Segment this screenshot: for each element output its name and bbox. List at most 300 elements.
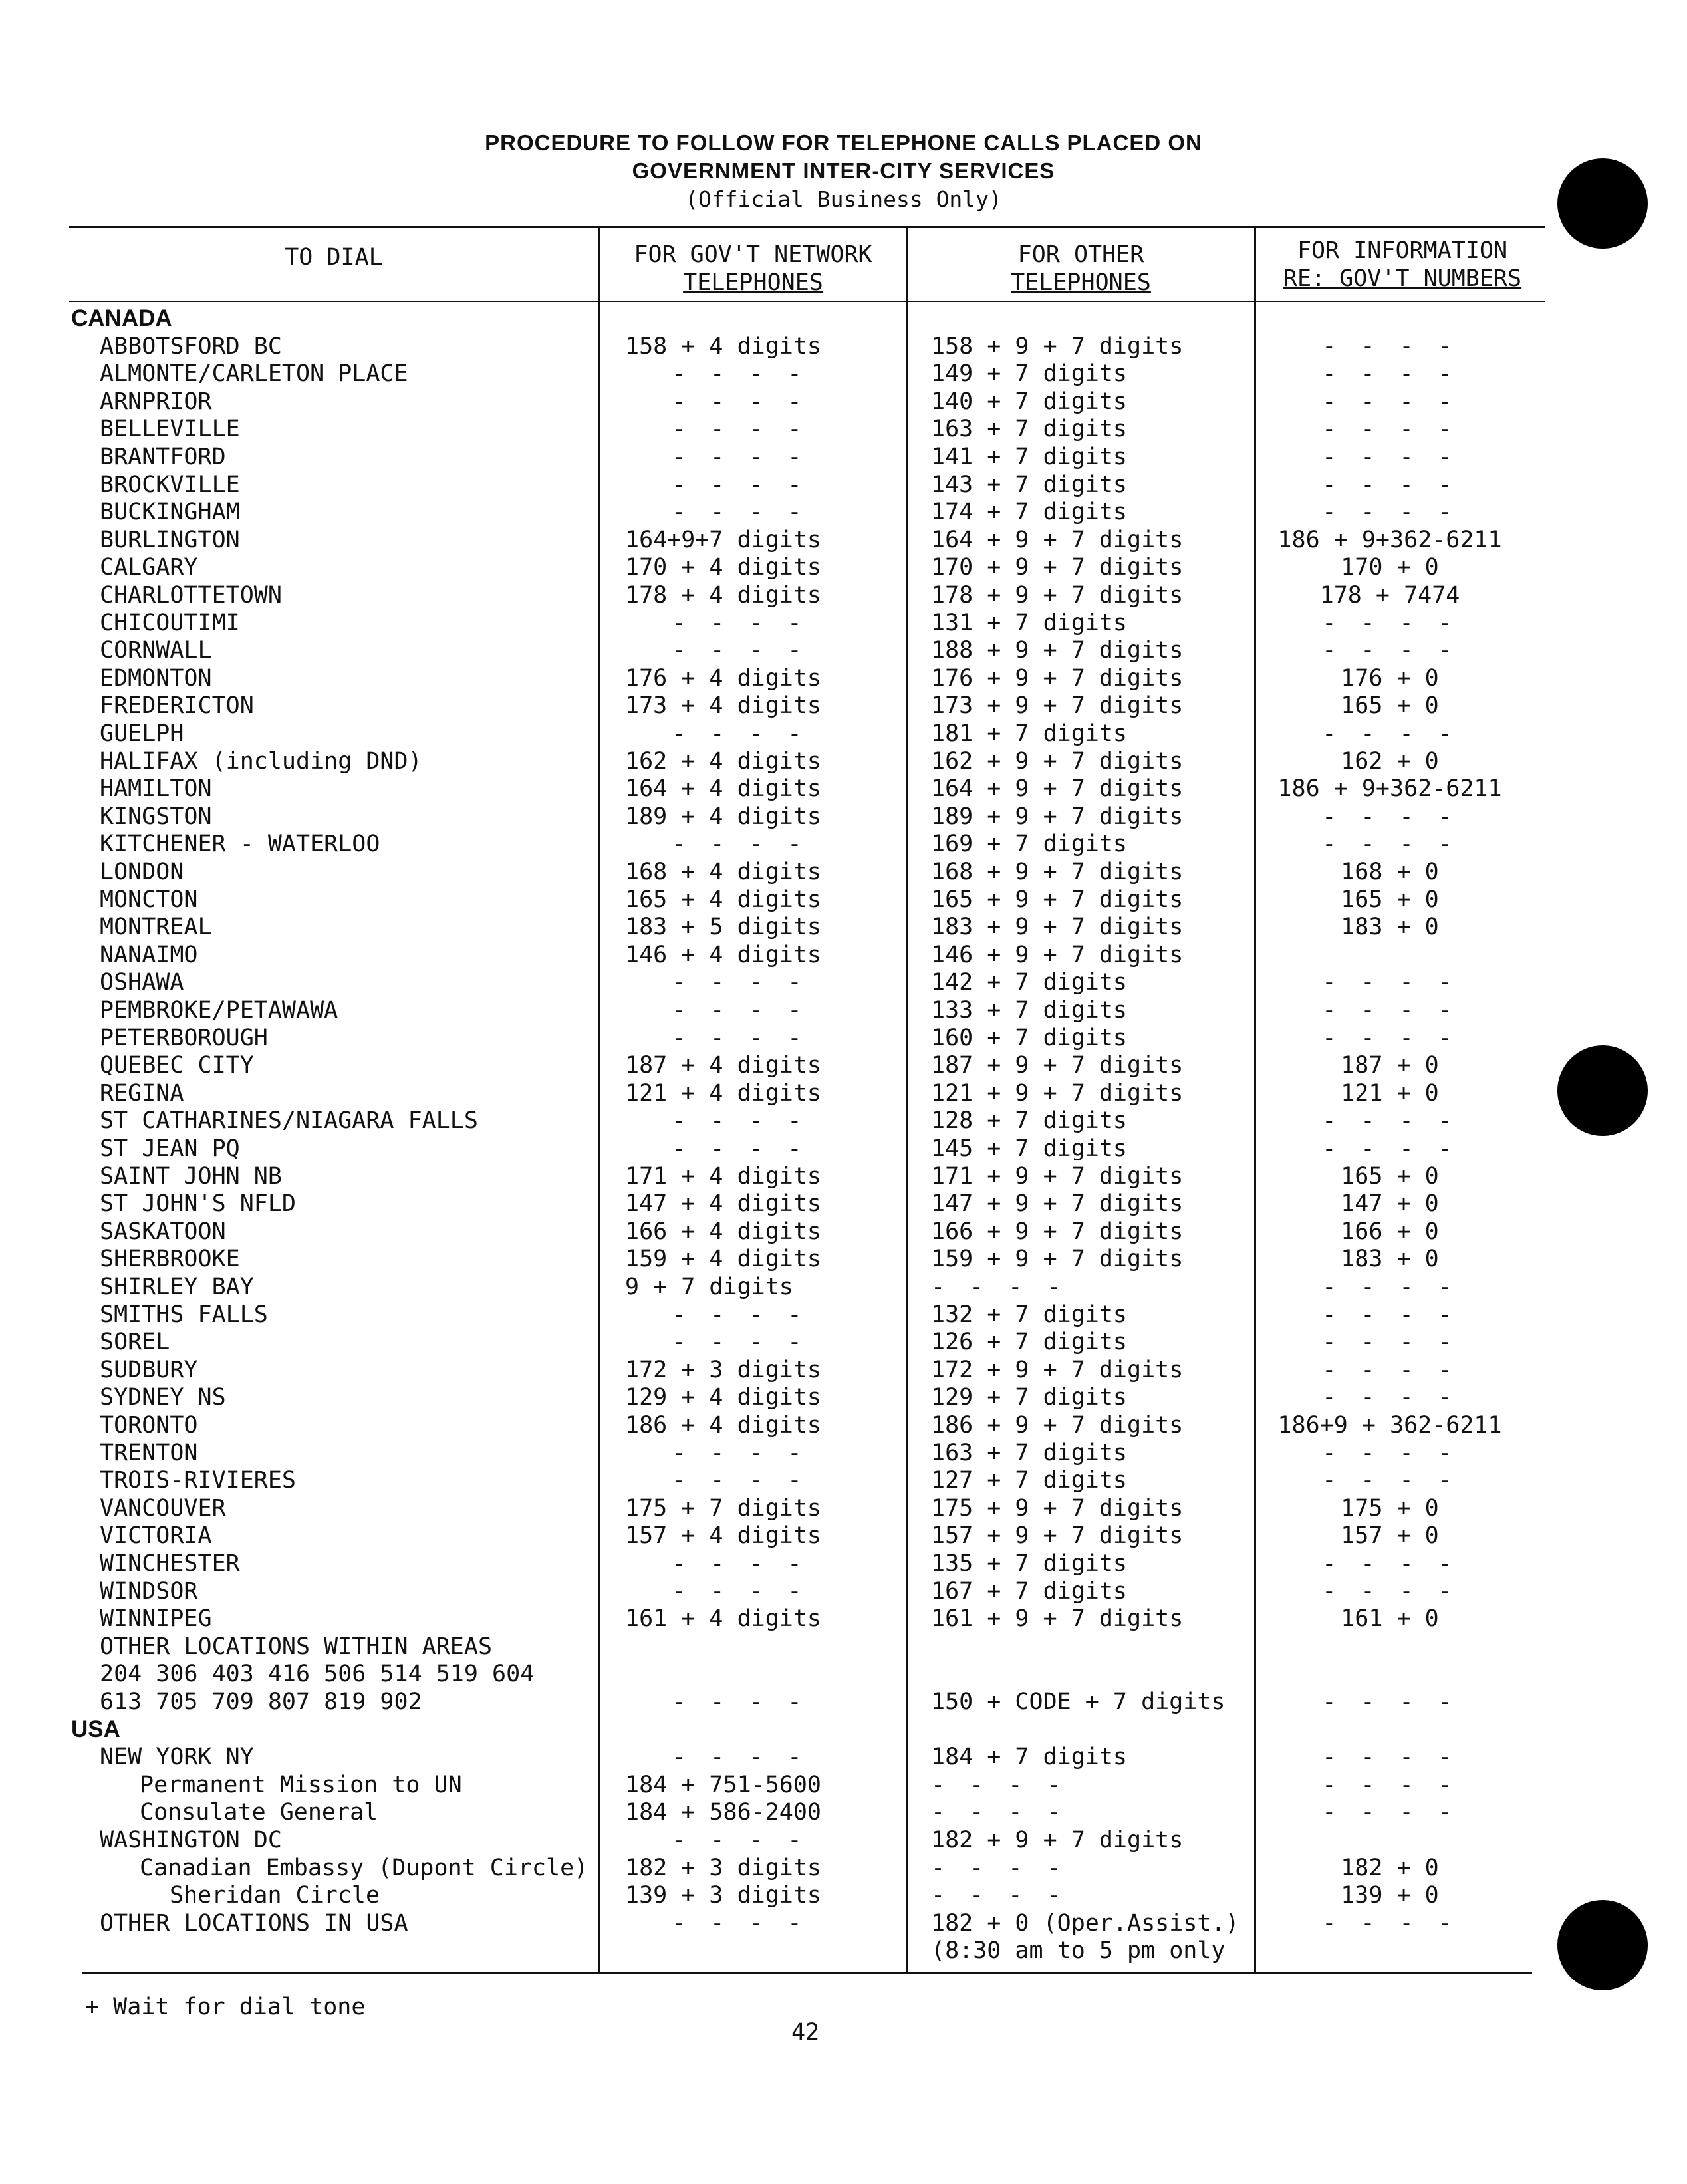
location-cell: Permanent Mission to UN bbox=[140, 1772, 462, 1798]
table-row bbox=[0, 1688, 1687, 1716]
gov-network-cell: 129 + 4 digits bbox=[625, 1384, 822, 1411]
table-row bbox=[0, 1107, 1687, 1135]
information-cell: - - - - bbox=[1322, 416, 1458, 442]
information-cell: - - - - bbox=[1322, 1107, 1458, 1134]
gov-network-cell: 166 + 4 digits bbox=[625, 1218, 822, 1245]
information-cell: - - - - bbox=[1322, 1772, 1458, 1798]
location-cell: ST JOHN'S NFLD bbox=[100, 1190, 297, 1217]
gov-network-cell: 159 + 4 digits bbox=[625, 1246, 822, 1272]
other-telephones-cell: 181 + 7 digits bbox=[931, 720, 1128, 747]
gov-network-cell: - - - - bbox=[672, 1550, 807, 1577]
location-cell: BROCKVILLE bbox=[100, 472, 240, 498]
header-to-dial-label: TO DIAL bbox=[285, 244, 383, 271]
information-cell: - - - - bbox=[1322, 610, 1458, 636]
other-telephones-cell: 121 + 9 + 7 digits bbox=[931, 1080, 1184, 1107]
gov-network-cell: - - - - bbox=[672, 1578, 807, 1605]
information-cell: - - - - bbox=[1322, 1550, 1458, 1577]
table-row bbox=[0, 526, 1687, 554]
table-row bbox=[0, 913, 1687, 941]
information-cell: - - - - bbox=[1322, 637, 1458, 664]
other-telephones-cell: - - - - bbox=[931, 1772, 1067, 1798]
other-telephones-cell: 163 + 7 digits bbox=[931, 1440, 1128, 1466]
location-cell: SUDBURY bbox=[100, 1357, 198, 1383]
header-to-dial bbox=[69, 243, 598, 271]
gov-network-cell: - - - - bbox=[672, 499, 807, 525]
table-row bbox=[0, 1079, 1687, 1107]
information-cell: 165 + 0 bbox=[1341, 1163, 1439, 1190]
information-cell: 170 + 0 bbox=[1341, 554, 1439, 581]
other-telephones-cell: 175 + 9 + 7 digits bbox=[931, 1495, 1184, 1522]
table-row bbox=[0, 1245, 1687, 1273]
location-cell: NANAIMO bbox=[100, 942, 198, 968]
table-row bbox=[0, 886, 1687, 914]
information-cell: - - - - bbox=[1322, 499, 1458, 525]
location-cell: QUEBEC CITY bbox=[100, 1052, 254, 1079]
other-telephones-cell: 160 + 7 digits bbox=[931, 1025, 1128, 1051]
gov-network-cell: 186 + 4 digits bbox=[625, 1412, 822, 1438]
gov-network-cell: - - - - bbox=[672, 1467, 807, 1494]
other-telephones-cell: 187 + 9 + 7 digits bbox=[931, 1052, 1184, 1079]
gov-network-cell: 189 + 4 digits bbox=[625, 803, 822, 830]
page-title-line-2: GOVERNMENT INTER-CITY SERVICES bbox=[632, 158, 1055, 183]
header-information-line-2: RE: GOV'T NUMBERS bbox=[1283, 265, 1522, 292]
location-cell: SAINT JOHN NB bbox=[100, 1163, 282, 1190]
table-row bbox=[0, 1218, 1687, 1246]
location-cell: REGINA bbox=[100, 1080, 184, 1107]
information-cell: - - - - bbox=[1322, 333, 1458, 360]
table-bottom-rule bbox=[82, 1972, 1532, 1974]
location-cell: GUELPH bbox=[100, 720, 184, 747]
table-row bbox=[0, 1660, 1687, 1688]
location-cell: BRANTFORD bbox=[100, 444, 226, 470]
information-cell: 175 + 0 bbox=[1341, 1495, 1439, 1522]
other-telephones-cell: 146 + 9 + 7 digits bbox=[931, 942, 1184, 968]
table-row bbox=[0, 498, 1687, 526]
gov-network-cell: 175 + 7 digits bbox=[625, 1495, 822, 1522]
gov-network-cell: - - - - bbox=[672, 720, 807, 747]
other-telephones-cell: 150 + CODE + 7 digits bbox=[931, 1689, 1226, 1715]
location-cell: MONTREAL bbox=[100, 914, 212, 940]
other-telephones-cell: 172 + 9 + 7 digits bbox=[931, 1357, 1184, 1383]
other-telephones-cell: 157 + 9 + 7 digits bbox=[931, 1522, 1184, 1549]
gov-network-cell: 164 + 4 digits bbox=[625, 775, 822, 802]
table-row bbox=[0, 1301, 1687, 1329]
header-other-telephones-line-1: FOR OTHER bbox=[1017, 241, 1144, 268]
header-information bbox=[1256, 237, 1549, 293]
information-cell: 186+9 + 362-6211 bbox=[1277, 1412, 1502, 1438]
information-cell: 147 + 0 bbox=[1341, 1190, 1439, 1217]
header-other-telephones bbox=[908, 241, 1254, 297]
information-cell: - - - - bbox=[1322, 1910, 1458, 1937]
location-cell: SASKATOON bbox=[100, 1218, 226, 1245]
location-cell: KITCHENER - WATERLOO bbox=[100, 831, 380, 857]
other-telephones-cell: - - - - bbox=[931, 1882, 1067, 1909]
table-row bbox=[0, 1190, 1687, 1218]
table-row bbox=[0, 553, 1687, 581]
other-telephones-cell: 170 + 9 + 7 digits bbox=[931, 554, 1184, 581]
other-telephones-cell: 174 + 7 digits bbox=[931, 499, 1128, 525]
table-row bbox=[0, 333, 1687, 360]
table-row bbox=[0, 1909, 1687, 1937]
location-cell: 204 306 403 416 506 514 519 604 bbox=[100, 1661, 535, 1687]
table-row bbox=[0, 664, 1687, 692]
other-telephones-cell: 159 + 9 + 7 digits bbox=[931, 1246, 1184, 1272]
other-telephones-cell: 184 + 7 digits bbox=[931, 1744, 1128, 1770]
footnote: + Wait for dial tone bbox=[85, 1994, 366, 2020]
information-cell: - - - - bbox=[1322, 1689, 1458, 1715]
other-telephones-cell: 166 + 9 + 7 digits bbox=[931, 1218, 1184, 1245]
other-telephones-cell: - - - - bbox=[931, 1274, 1067, 1300]
table-row bbox=[0, 1550, 1687, 1577]
information-cell: - - - - bbox=[1322, 1744, 1458, 1770]
information-cell: - - - - bbox=[1322, 472, 1458, 498]
table-row bbox=[0, 1937, 1687, 1965]
other-telephones-cell: 131 + 7 digits bbox=[931, 610, 1128, 636]
gov-network-cell: 158 + 4 digits bbox=[625, 333, 822, 360]
location-cell: OSHAWA bbox=[100, 969, 184, 996]
location-cell: Canadian Embassy (Dupont Circle) bbox=[140, 1855, 588, 1881]
gov-network-cell: 168 + 4 digits bbox=[625, 859, 822, 885]
location-cell: HALIFAX (including DND) bbox=[100, 748, 422, 775]
other-telephones-cell: - - - - bbox=[931, 1799, 1067, 1826]
page-subtitle: (Official Business Only) bbox=[685, 186, 1002, 212]
information-cell: - - - - bbox=[1322, 1578, 1458, 1605]
table-row bbox=[0, 1135, 1687, 1162]
gov-network-cell: - - - - bbox=[672, 1827, 807, 1853]
table-row bbox=[0, 968, 1687, 996]
other-telephones-cell: 167 + 7 digits bbox=[931, 1578, 1128, 1605]
other-telephones-cell: 173 + 9 + 7 digits bbox=[931, 692, 1184, 719]
other-telephones-cell: 188 + 9 + 7 digits bbox=[931, 637, 1184, 664]
location-cell: NEW YORK NY bbox=[100, 1744, 254, 1770]
other-telephones-cell: 127 + 7 digits bbox=[931, 1467, 1128, 1494]
information-cell: - - - - bbox=[1322, 831, 1458, 857]
location-cell: PETERBOROUGH bbox=[100, 1025, 268, 1051]
location-cell: KINGSTON bbox=[100, 803, 212, 830]
location-cell: FREDERICTON bbox=[100, 692, 254, 719]
table-row bbox=[0, 471, 1687, 499]
location-cell: VANCOUVER bbox=[100, 1495, 226, 1522]
information-cell: - - - - bbox=[1322, 1440, 1458, 1466]
table-row bbox=[0, 581, 1687, 609]
header-gov-network bbox=[600, 241, 906, 297]
other-telephones-cell: 149 + 7 digits bbox=[931, 360, 1128, 387]
table-row bbox=[0, 941, 1687, 969]
location-cell: WINDSOR bbox=[100, 1578, 198, 1605]
gov-network-cell: 139 + 3 digits bbox=[625, 1882, 822, 1909]
other-telephones-cell: 140 + 7 digits bbox=[931, 388, 1128, 415]
location-cell: TRENTON bbox=[100, 1440, 198, 1466]
table-row bbox=[0, 388, 1687, 416]
other-telephones-cell: 169 + 7 digits bbox=[931, 831, 1128, 857]
information-cell: - - - - bbox=[1322, 360, 1458, 387]
location-cell: Sheridan Circle bbox=[170, 1882, 380, 1909]
information-cell: 139 + 0 bbox=[1341, 1882, 1439, 1909]
gov-network-cell: 172 + 3 digits bbox=[625, 1357, 822, 1383]
gov-network-cell: 9 + 7 digits bbox=[625, 1274, 793, 1300]
gov-network-cell: - - - - bbox=[672, 831, 807, 857]
table-row bbox=[0, 720, 1687, 748]
table-header-rule bbox=[69, 301, 1545, 302]
gov-network-cell: 157 + 4 digits bbox=[625, 1522, 822, 1549]
other-telephones-cell: 164 + 9 + 7 digits bbox=[931, 527, 1184, 553]
other-telephones-cell: 147 + 9 + 7 digits bbox=[931, 1190, 1184, 1217]
table-row bbox=[0, 1854, 1687, 1882]
location-cell: 613 705 709 807 819 902 bbox=[100, 1689, 422, 1715]
other-telephones-cell: 165 + 9 + 7 digits bbox=[931, 887, 1184, 913]
location-cell: TORONTO bbox=[100, 1412, 198, 1438]
information-cell: 183 + 0 bbox=[1341, 914, 1439, 940]
gov-network-cell: 176 + 4 digits bbox=[625, 665, 822, 692]
table-row bbox=[0, 1633, 1687, 1661]
gov-network-cell: 162 + 4 digits bbox=[625, 748, 822, 775]
other-telephones-cell: 142 + 7 digits bbox=[931, 969, 1128, 996]
information-cell: 186 + 9+362-6211 bbox=[1277, 527, 1502, 553]
table-row bbox=[0, 1605, 1687, 1633]
header-gov-network-line-1: FOR GOV'T NETWORK bbox=[634, 241, 872, 268]
gov-network-cell: 178 + 4 digits bbox=[625, 582, 822, 609]
location-cell: SHERBROOKE bbox=[100, 1246, 240, 1272]
information-cell: 168 + 0 bbox=[1341, 859, 1439, 885]
information-cell: 165 + 0 bbox=[1341, 887, 1439, 913]
gov-network-cell: - - - - bbox=[672, 1689, 807, 1715]
gov-network-cell: 183 + 5 digits bbox=[625, 914, 822, 940]
table-row bbox=[0, 443, 1687, 471]
gov-network-cell: 164+9+7 digits bbox=[625, 527, 822, 553]
information-cell: 157 + 0 bbox=[1341, 1522, 1439, 1549]
gov-network-cell: - - - - bbox=[672, 1744, 807, 1770]
information-cell: - - - - bbox=[1322, 1799, 1458, 1826]
table-row bbox=[0, 830, 1687, 858]
location-cell: VICTORIA bbox=[100, 1522, 212, 1549]
other-telephones-cell: 162 + 9 + 7 digits bbox=[931, 748, 1184, 775]
other-telephones-cell: 158 + 9 + 7 digits bbox=[931, 333, 1184, 360]
table-row bbox=[0, 1439, 1687, 1467]
information-cell: - - - - bbox=[1322, 969, 1458, 996]
location-cell: ABBOTSFORD BC bbox=[100, 333, 282, 360]
other-telephones-cell: - - - - bbox=[931, 1855, 1067, 1881]
location-cell: ALMONTE/CARLETON PLACE bbox=[100, 360, 408, 387]
information-cell: 166 + 0 bbox=[1341, 1218, 1439, 1245]
gov-network-cell: - - - - bbox=[672, 360, 807, 387]
other-telephones-cell: 189 + 9 + 7 digits bbox=[931, 803, 1184, 830]
table-row bbox=[0, 609, 1687, 637]
gov-network-cell: - - - - bbox=[672, 1440, 807, 1466]
section-label: CANADA bbox=[71, 305, 172, 331]
table-row bbox=[0, 1383, 1687, 1411]
location-cell: BUCKINGHAM bbox=[100, 499, 240, 525]
other-telephones-cell: 182 + 0 (Oper.Assist.) bbox=[931, 1910, 1239, 1937]
gov-network-cell: - - - - bbox=[672, 388, 807, 415]
other-telephones-cell: 171 + 9 + 7 digits bbox=[931, 1163, 1184, 1190]
other-telephones-cell: 132 + 7 digits bbox=[931, 1301, 1128, 1328]
gov-network-cell: - - - - bbox=[672, 1107, 807, 1134]
table-row bbox=[0, 1356, 1687, 1384]
location-cell: SHIRLEY BAY bbox=[100, 1274, 254, 1300]
information-cell: - - - - bbox=[1322, 1135, 1458, 1162]
other-telephones-cell: (8:30 am to 5 pm only bbox=[931, 1937, 1226, 1964]
other-telephones-cell: 129 + 7 digits bbox=[931, 1384, 1128, 1411]
table-top-rule bbox=[69, 226, 1545, 228]
table-row bbox=[0, 1771, 1687, 1799]
location-cell: EDMONTON bbox=[100, 665, 212, 692]
gov-network-cell: - - - - bbox=[672, 1910, 807, 1937]
section-row bbox=[0, 1716, 1687, 1744]
location-cell: ST JEAN PQ bbox=[100, 1135, 240, 1162]
information-cell: - - - - bbox=[1322, 444, 1458, 470]
location-cell: PEMBROKE/PETAWAWA bbox=[100, 997, 338, 1024]
table-row bbox=[0, 1466, 1687, 1494]
other-telephones-cell: 145 + 7 digits bbox=[931, 1135, 1128, 1162]
table-row bbox=[0, 1577, 1687, 1605]
table-row bbox=[0, 803, 1687, 831]
information-cell: 121 + 0 bbox=[1341, 1080, 1439, 1107]
information-cell: - - - - bbox=[1322, 388, 1458, 415]
location-cell: CHICOUTIMI bbox=[100, 610, 240, 636]
location-cell: SOREL bbox=[100, 1329, 170, 1355]
information-cell: - - - - bbox=[1322, 1467, 1458, 1494]
header-other-telephones-line-2: TELEPHONES bbox=[1011, 269, 1151, 296]
location-cell: SMITHS FALLS bbox=[100, 1301, 268, 1328]
table-row bbox=[0, 636, 1687, 664]
table-row bbox=[0, 1494, 1687, 1522]
information-cell: - - - - bbox=[1322, 1384, 1458, 1411]
table-row bbox=[0, 1328, 1687, 1356]
gov-network-cell: 171 + 4 digits bbox=[625, 1163, 822, 1190]
gov-network-cell: 187 + 4 digits bbox=[625, 1052, 822, 1079]
location-cell: CORNWALL bbox=[100, 637, 212, 664]
table-row bbox=[0, 692, 1687, 720]
location-cell: CALGARY bbox=[100, 554, 198, 581]
gov-network-cell: 170 + 4 digits bbox=[625, 554, 822, 581]
table-row bbox=[0, 1024, 1687, 1052]
table-row bbox=[0, 858, 1687, 886]
section-row bbox=[0, 305, 1687, 333]
information-cell: - - - - bbox=[1322, 803, 1458, 830]
table-row bbox=[0, 1826, 1687, 1854]
table-row bbox=[0, 748, 1687, 775]
other-telephones-cell: 164 + 9 + 7 digits bbox=[931, 775, 1184, 802]
header-gov-network-line-2: TELEPHONES bbox=[683, 269, 823, 296]
other-telephones-cell: 141 + 7 digits bbox=[931, 444, 1128, 470]
location-cell: BELLEVILLE bbox=[100, 416, 240, 442]
location-cell: BURLINGTON bbox=[100, 527, 240, 553]
information-cell: 176 + 0 bbox=[1341, 665, 1439, 692]
other-telephones-cell: 143 + 7 digits bbox=[931, 472, 1128, 498]
information-cell: - - - - bbox=[1322, 997, 1458, 1024]
gov-network-cell: 121 + 4 digits bbox=[625, 1080, 822, 1107]
other-telephones-cell: 182 + 9 + 7 digits bbox=[931, 1827, 1184, 1853]
table-row bbox=[0, 415, 1687, 443]
gov-network-cell: 146 + 4 digits bbox=[625, 942, 822, 968]
gov-network-cell: - - - - bbox=[672, 416, 807, 442]
table-row bbox=[0, 1522, 1687, 1550]
location-cell: CHARLOTTETOWN bbox=[100, 582, 282, 609]
location-cell: SYDNEY NS bbox=[100, 1384, 226, 1411]
location-cell: WINNIPEG bbox=[100, 1605, 212, 1632]
gov-network-cell: 165 + 4 digits bbox=[625, 887, 822, 913]
gov-network-cell: 184 + 586-2400 bbox=[625, 1799, 822, 1826]
gov-network-cell: 184 + 751-5600 bbox=[625, 1772, 822, 1798]
other-telephones-cell: 186 + 9 + 7 digits bbox=[931, 1412, 1184, 1438]
gov-network-cell: 173 + 4 digits bbox=[625, 692, 822, 719]
other-telephones-cell: 161 + 9 + 7 digits bbox=[931, 1605, 1184, 1632]
gov-network-cell: - - - - bbox=[672, 1025, 807, 1051]
location-cell: Consulate General bbox=[140, 1799, 378, 1826]
location-cell: OTHER LOCATIONS WITHIN AREAS bbox=[100, 1633, 493, 1660]
information-cell: - - - - bbox=[1322, 1301, 1458, 1328]
other-telephones-cell: 135 + 7 digits bbox=[931, 1550, 1128, 1577]
information-cell: 162 + 0 bbox=[1341, 748, 1439, 775]
gov-network-cell: - - - - bbox=[672, 1135, 807, 1162]
location-cell: ST CATHARINES/NIAGARA FALLS bbox=[100, 1107, 478, 1134]
information-cell: 161 + 0 bbox=[1341, 1605, 1439, 1632]
table-row bbox=[0, 775, 1687, 803]
gov-network-cell: - - - - bbox=[672, 969, 807, 996]
table-row bbox=[0, 1798, 1687, 1826]
other-telephones-cell: 126 + 7 digits bbox=[931, 1329, 1128, 1355]
page-number: 42 bbox=[791, 2019, 820, 2046]
table-row bbox=[0, 1743, 1687, 1771]
location-cell: ARNPRIOR bbox=[100, 388, 212, 415]
gov-network-cell: - - - - bbox=[672, 1329, 807, 1355]
gov-network-cell: - - - - bbox=[672, 1301, 807, 1328]
gov-network-cell: - - - - bbox=[672, 610, 807, 636]
other-telephones-cell: 128 + 7 digits bbox=[931, 1107, 1128, 1134]
other-telephones-cell: 133 + 7 digits bbox=[931, 997, 1128, 1024]
table-row bbox=[0, 996, 1687, 1024]
information-cell: 165 + 0 bbox=[1341, 692, 1439, 719]
location-cell: OTHER LOCATIONS IN USA bbox=[100, 1910, 408, 1937]
section-label: USA bbox=[71, 1716, 120, 1742]
location-cell: WASHINGTON DC bbox=[100, 1827, 282, 1853]
location-cell: MONCTON bbox=[100, 887, 198, 913]
gov-network-cell: - - - - bbox=[672, 637, 807, 664]
table-row bbox=[0, 1273, 1687, 1301]
other-telephones-cell: 183 + 9 + 7 digits bbox=[931, 914, 1184, 940]
location-cell: LONDON bbox=[100, 859, 184, 885]
table-row bbox=[0, 1411, 1687, 1439]
location-cell: HAMILTON bbox=[100, 775, 212, 802]
gov-network-cell: 161 + 4 digits bbox=[625, 1605, 822, 1632]
gov-network-cell: - - - - bbox=[672, 997, 807, 1024]
header-information-line-1: FOR INFORMATION bbox=[1297, 237, 1508, 264]
information-cell: 187 + 0 bbox=[1341, 1052, 1439, 1079]
information-cell: - - - - bbox=[1322, 1357, 1458, 1383]
gov-network-cell: - - - - bbox=[672, 444, 807, 470]
table-row bbox=[0, 1162, 1687, 1190]
gov-network-cell: 147 + 4 digits bbox=[625, 1190, 822, 1217]
information-cell: - - - - bbox=[1322, 720, 1458, 747]
information-cell: 186 + 9+362-6211 bbox=[1277, 775, 1502, 802]
location-cell: WINCHESTER bbox=[100, 1550, 240, 1577]
information-cell: - - - - bbox=[1322, 1025, 1458, 1051]
information-cell: 182 + 0 bbox=[1341, 1855, 1439, 1881]
gov-network-cell: 182 + 3 digits bbox=[625, 1855, 822, 1881]
page-title-line-1: PROCEDURE TO FOLLOW FOR TELEPHONE CALLS PLACED ON bbox=[485, 130, 1202, 155]
other-telephones-cell: 178 + 9 + 7 digits bbox=[931, 582, 1184, 609]
table-row bbox=[0, 1881, 1687, 1909]
other-telephones-cell: 163 + 7 digits bbox=[931, 416, 1128, 442]
information-cell: - - - - bbox=[1322, 1329, 1458, 1355]
gov-network-cell: - - - - bbox=[672, 472, 807, 498]
table-row bbox=[0, 1051, 1687, 1079]
information-cell: 183 + 0 bbox=[1341, 1246, 1439, 1272]
other-telephones-cell: 176 + 9 + 7 digits bbox=[931, 665, 1184, 692]
location-cell: TROIS-RIVIERES bbox=[100, 1467, 297, 1494]
table-row bbox=[0, 360, 1687, 388]
information-cell: 178 + 7474 bbox=[1319, 582, 1460, 609]
